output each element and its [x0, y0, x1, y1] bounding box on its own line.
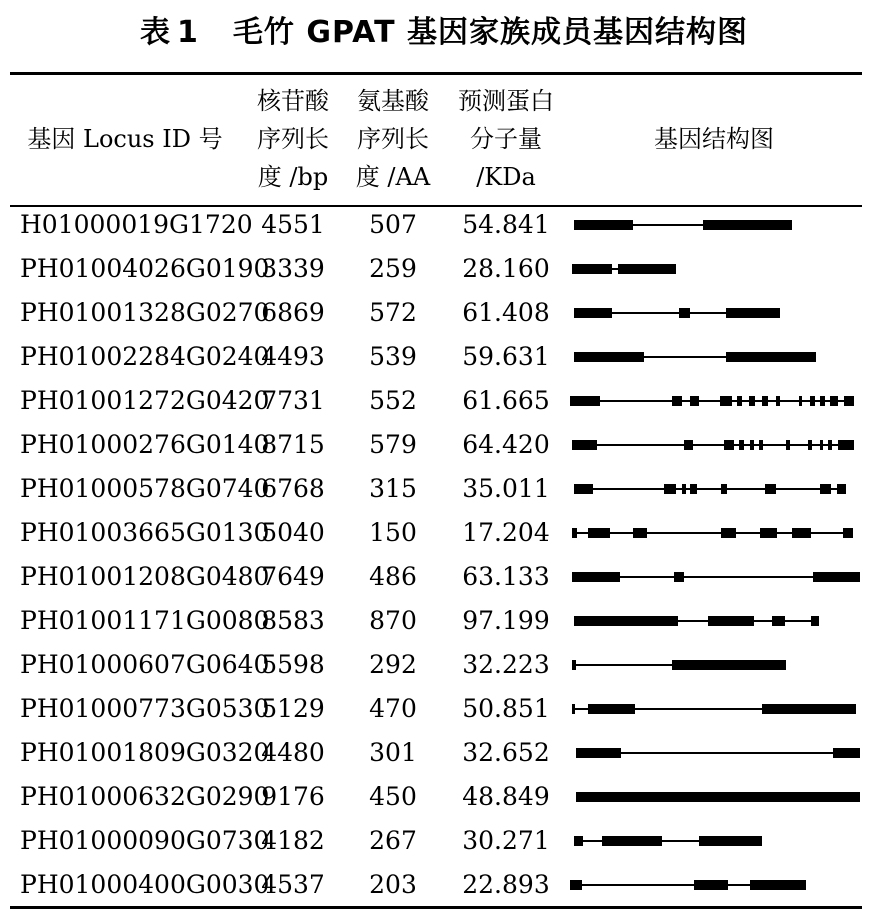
- amino-acid-length-cell: 470: [369, 694, 417, 723]
- exon-block: [808, 440, 812, 450]
- gene-structure-diagram: [566, 863, 862, 907]
- exon-block: [762, 396, 768, 406]
- exon-block: [772, 616, 785, 626]
- header-aa-line-3: 度 /AA: [355, 163, 431, 191]
- top-rule: [10, 72, 862, 75]
- table-row: [0, 511, 888, 555]
- table-row: [0, 379, 888, 423]
- molecular-weight-cell: 32.223: [462, 650, 550, 679]
- amino-acid-length-cell: 579: [369, 430, 417, 459]
- nucleotide-length-cell: 7649: [261, 562, 325, 591]
- molecular-weight-cell: 22.893: [462, 870, 550, 899]
- table-row: [0, 863, 888, 907]
- exon-block: [749, 396, 755, 406]
- exon-block: [838, 440, 854, 450]
- exon-block: [574, 352, 644, 362]
- molecular-weight-cell: 28.160: [462, 254, 550, 283]
- molecular-weight-cell: 32.652: [462, 738, 550, 767]
- gene-structure-diagram: [566, 643, 862, 687]
- amino-acid-length-cell: 150: [369, 518, 417, 547]
- gene-structure-diagram: [566, 247, 862, 291]
- header-gene-structure-text: 基因结构图: [654, 125, 774, 153]
- nucleotide-length-cell: 3339: [261, 254, 325, 283]
- nucleotide-length-cell: 9176: [261, 782, 325, 811]
- locus-id-cell: PH01004026G0190: [20, 254, 270, 283]
- exon-block: [750, 440, 754, 450]
- exon-block: [576, 748, 621, 758]
- exon-block: [588, 704, 635, 714]
- locus-id-cell: PH01001171G0080: [20, 606, 270, 635]
- molecular-weight-cell: 30.271: [462, 826, 550, 855]
- nucleotide-length-cell: 8583: [261, 606, 325, 635]
- exon-block: [574, 220, 633, 230]
- amino-acid-length-cell: 539: [369, 342, 417, 371]
- header-aa-line-2: 序列长: [357, 125, 429, 153]
- gene-structure-diagram: [566, 291, 862, 335]
- nucleotide-length-cell: 4537: [261, 870, 325, 899]
- nucleotide-length-cell: 4551: [261, 210, 325, 239]
- exon-block: [618, 264, 676, 274]
- nucleotide-length-cell: 4480: [261, 738, 325, 767]
- locus-id-cell: PH01001272G0420: [20, 386, 270, 415]
- header-aa-line-1: 氨基酸: [357, 87, 429, 115]
- locus-id-cell: PH01000607G0640: [20, 650, 270, 679]
- molecular-weight-cell: 63.133: [462, 562, 550, 591]
- exon-block: [694, 880, 728, 890]
- table-label: 表: [140, 15, 171, 50]
- table-row: [0, 467, 888, 511]
- header-locus-id-text: 基因 Locus ID 号: [27, 125, 223, 153]
- molecular-weight-cell: 64.420: [462, 430, 550, 459]
- nucleotide-length-cell: 5598: [261, 650, 325, 679]
- exon-block: [799, 396, 802, 406]
- table-row: [0, 819, 888, 863]
- gene-structure-cell: [566, 291, 862, 335]
- header-locus-id: [10, 80, 240, 198]
- locus-id-cell: PH01000578G0740: [20, 474, 270, 503]
- molecular-weight-cell: 35.011: [462, 474, 550, 503]
- header-mw-line-2: 分子量: [470, 125, 542, 153]
- amino-acid-length-cell: 572: [369, 298, 417, 327]
- gene-structure-diagram: [566, 819, 862, 863]
- exon-block: [682, 484, 686, 494]
- header-molecular-weight: [446, 80, 566, 198]
- exon-block: [572, 264, 612, 274]
- exon-block: [830, 396, 838, 406]
- nucleotide-length-cell: 6869: [261, 298, 325, 327]
- nucleotide-length-cell: 7731: [261, 386, 325, 415]
- exon-block: [572, 440, 597, 450]
- exon-block: [633, 528, 647, 538]
- header-gene-structure: [566, 80, 862, 198]
- exon-block: [739, 440, 744, 450]
- table-row: [0, 291, 888, 335]
- molecular-weight-cell: 17.204: [462, 518, 550, 547]
- exon-block: [690, 484, 697, 494]
- table-row: [0, 775, 888, 819]
- locus-id-cell: PH01000400G0030: [20, 870, 270, 899]
- exon-block: [843, 528, 853, 538]
- exon-block: [674, 572, 684, 582]
- exon-block: [572, 660, 576, 670]
- gene-structure-diagram: [566, 555, 862, 599]
- exon-block: [708, 616, 754, 626]
- amino-acid-length-cell: 315: [369, 474, 417, 503]
- exon-block: [720, 396, 732, 406]
- exon-block: [792, 528, 811, 538]
- locus-id-cell: PH01001809G0320: [20, 738, 270, 767]
- table-row: [0, 247, 888, 291]
- locus-id-cell: PH01003665G0130: [20, 518, 270, 547]
- gene-structure-diagram: [566, 599, 862, 643]
- exon-block: [588, 528, 610, 538]
- gene-structure-diagram: [566, 731, 862, 775]
- header-mw-line-3: /KDa: [476, 163, 536, 191]
- table-title-text: 毛竹 GPAT 基因家族成员基因结构图: [232, 15, 748, 50]
- gene-structure-diagram: [566, 335, 862, 379]
- table-row: [0, 643, 888, 687]
- exon-block: [574, 836, 583, 846]
- locus-id-cell: PH01000090G0730: [20, 826, 270, 855]
- exon-block: [786, 440, 790, 450]
- header-nt-line-2: 序列长: [257, 125, 329, 153]
- nucleotide-length-cell: 6768: [261, 474, 325, 503]
- gene-structure-cell: [566, 511, 862, 555]
- exon-block: [737, 396, 742, 406]
- exon-block: [570, 396, 600, 406]
- locus-id-cell: PH01001328G0270: [20, 298, 270, 327]
- exon-block: [762, 704, 856, 714]
- exon-block: [765, 484, 776, 494]
- exon-block: [759, 440, 763, 450]
- gene-structure-diagram: [566, 687, 862, 731]
- gene-structure-diagram: [566, 511, 862, 555]
- exon-block: [820, 484, 831, 494]
- exon-block: [726, 352, 816, 362]
- gene-structure-cell: [566, 775, 862, 819]
- gene-structure-diagram: [566, 423, 862, 467]
- exon-block: [574, 616, 678, 626]
- exon-block: [820, 396, 825, 406]
- amino-acid-length-cell: 870: [369, 606, 417, 635]
- amino-acid-length-cell: 203: [369, 870, 417, 899]
- exon-block: [699, 836, 762, 846]
- amino-acid-length-cell: 301: [369, 738, 417, 767]
- header-nt-line-1: 核苷酸: [257, 87, 329, 115]
- exon-block: [572, 528, 577, 538]
- gene-structure-cell: [566, 819, 862, 863]
- exon-block: [672, 396, 682, 406]
- gene-structure-diagram: [566, 775, 862, 819]
- exon-block: [811, 616, 819, 626]
- exon-block: [833, 748, 860, 758]
- molecular-weight-cell: 54.841: [462, 210, 550, 239]
- locus-id-cell: PH01001208G0480: [20, 562, 270, 591]
- exon-block: [576, 792, 860, 802]
- molecular-weight-cell: 48.849: [462, 782, 550, 811]
- locus-id-cell: PH01000276G0140: [20, 430, 270, 459]
- exon-block: [820, 440, 823, 450]
- locus-id-cell: PH01000632G0290: [20, 782, 270, 811]
- header-nt-line-3: 度 /bp: [257, 163, 329, 191]
- gene-structure-diagram: [566, 379, 862, 423]
- amino-acid-length-cell: 292: [369, 650, 417, 679]
- gene-structure-cell: [566, 379, 862, 423]
- exon-block: [570, 880, 582, 890]
- amino-acid-length-cell: 267: [369, 826, 417, 855]
- gene-structure-cell: [566, 643, 862, 687]
- gene-structure-cell: [566, 731, 862, 775]
- molecular-weight-cell: 97.199: [462, 606, 550, 635]
- exon-block: [690, 396, 699, 406]
- header-mw-line-1: 预测蛋白: [458, 87, 554, 115]
- nucleotide-length-cell: 5040: [261, 518, 325, 547]
- nucleotide-length-cell: 5129: [261, 694, 325, 723]
- amino-acid-length-cell: 259: [369, 254, 417, 283]
- nucleotide-length-cell: 4182: [261, 826, 325, 855]
- table-number: 1: [177, 15, 199, 50]
- exon-block: [703, 220, 792, 230]
- header-nucleotide-length: [247, 80, 339, 198]
- gene-structure-cell: [566, 423, 862, 467]
- table-row: [0, 203, 888, 247]
- exon-block: [672, 660, 786, 670]
- amino-acid-length-cell: 552: [369, 386, 417, 415]
- molecular-weight-cell: 50.851: [462, 694, 550, 723]
- table-row: [0, 555, 888, 599]
- table-row: [0, 731, 888, 775]
- gene-structure-diagram: [566, 203, 862, 247]
- molecular-weight-cell: 61.665: [462, 386, 550, 415]
- nucleotide-length-cell: 4493: [261, 342, 325, 371]
- amino-acid-length-cell: 507: [369, 210, 417, 239]
- exon-block: [684, 440, 693, 450]
- gene-structure-cell: [566, 555, 862, 599]
- exon-block: [837, 484, 846, 494]
- exon-block: [572, 704, 575, 714]
- exon-block: [721, 528, 736, 538]
- exon-block: [664, 484, 676, 494]
- bottom-rule: [10, 906, 862, 909]
- locus-id-cell: PH01002284G0240: [20, 342, 270, 371]
- gene-structure-cell: [566, 467, 862, 511]
- gene-structure-cell: [566, 687, 862, 731]
- gene-structure-cell: [566, 863, 862, 907]
- amino-acid-length-cell: 486: [369, 562, 417, 591]
- exon-block: [602, 836, 662, 846]
- table-row: [0, 599, 888, 643]
- table-row: [0, 423, 888, 467]
- exon-block: [760, 528, 777, 538]
- exon-block: [679, 308, 690, 318]
- exon-block: [776, 396, 780, 406]
- exon-block: [828, 440, 832, 450]
- exon-block: [750, 880, 806, 890]
- nucleotide-length-cell: 8715: [261, 430, 325, 459]
- exon-block: [844, 396, 854, 406]
- table-row: [0, 335, 888, 379]
- table-row: [0, 687, 888, 731]
- gene-structure-diagram: [566, 467, 862, 511]
- exon-block: [574, 308, 612, 318]
- gene-structure-cell: [566, 247, 862, 291]
- exon-block: [810, 396, 815, 406]
- molecular-weight-cell: 59.631: [462, 342, 550, 371]
- molecular-weight-cell: 61.408: [462, 298, 550, 327]
- gene-structure-cell: [566, 335, 862, 379]
- exon-block: [574, 484, 593, 494]
- exon-block: [726, 308, 780, 318]
- exon-block: [721, 484, 727, 494]
- header-amino-acid-length: [345, 80, 441, 198]
- locus-id-cell: PH01000773G0530: [20, 694, 270, 723]
- exon-block: [572, 572, 620, 582]
- amino-acid-length-cell: 450: [369, 782, 417, 811]
- table-title: [0, 8, 888, 58]
- exon-block: [724, 440, 734, 450]
- gene-structure-cell: [566, 599, 862, 643]
- exon-block: [813, 572, 860, 582]
- locus-id-cell: H01000019G1720: [20, 210, 253, 239]
- gene-structure-cell: [566, 203, 862, 247]
